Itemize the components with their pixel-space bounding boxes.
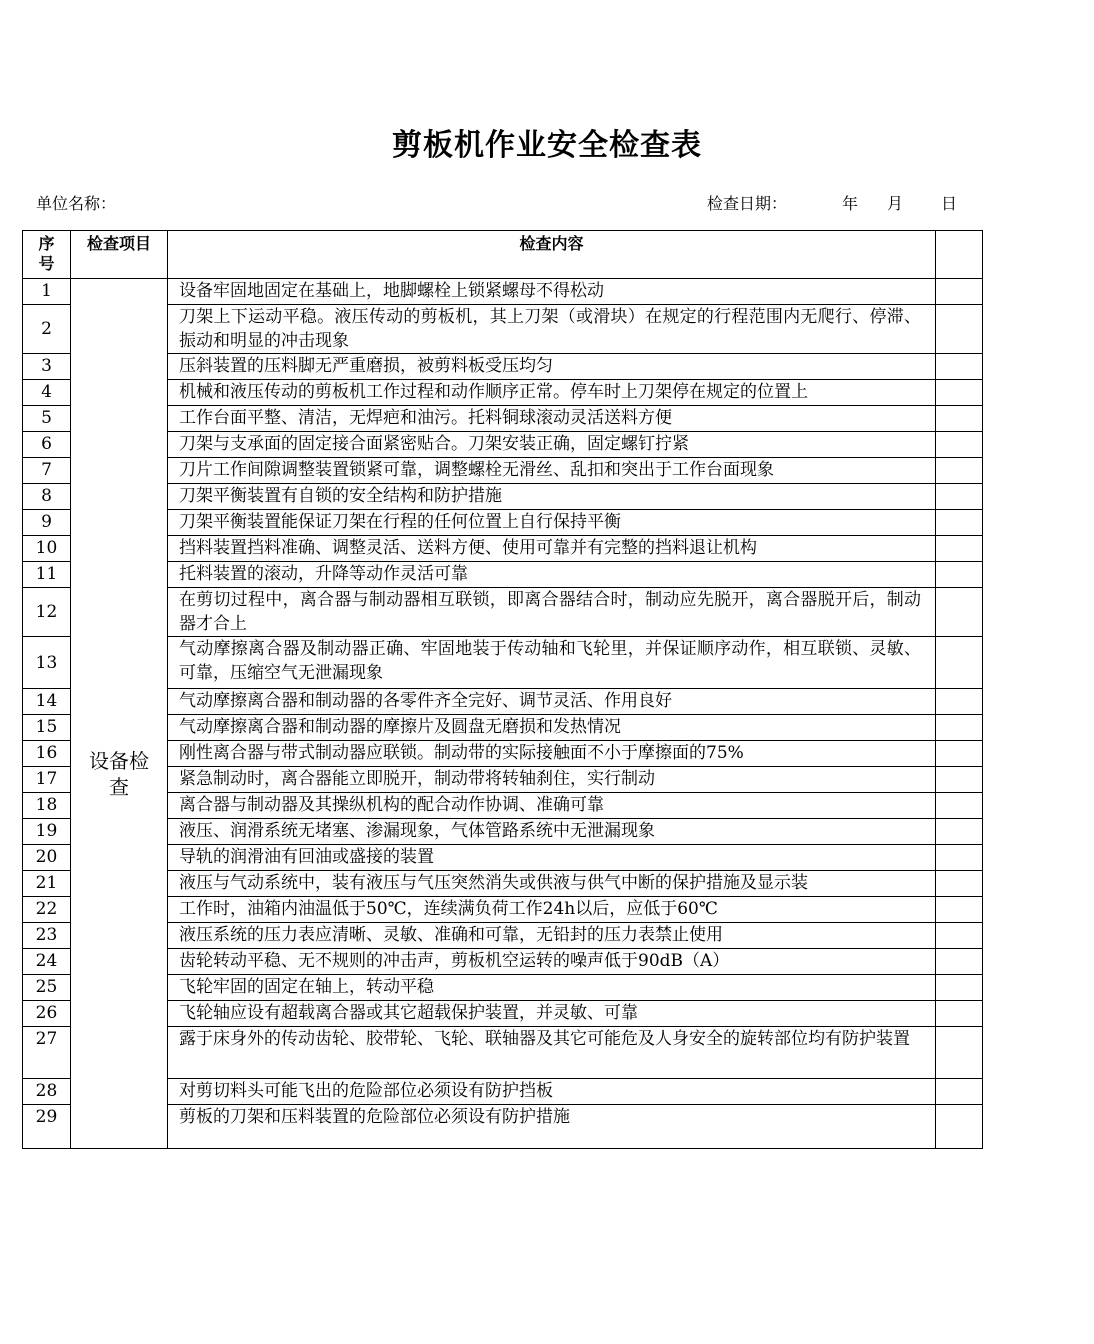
row-result-cell	[936, 949, 983, 975]
row-content: 飞轮牢固的固定在轴上，转动平稳	[168, 975, 936, 1001]
row-result-cell	[936, 354, 983, 380]
row-result-cell	[936, 458, 983, 484]
row-content: 气动摩擦离合器及制动器正确、牢固地装于传动轴和飞轮里，并保证顺序动作，相互联锁、灵敏、可靠，压缩空气无泄漏现象	[168, 637, 936, 689]
row-result-cell	[936, 279, 983, 305]
row-result-cell	[936, 588, 983, 637]
row-content: 托料装置的滚动，升降等动作灵活可靠	[168, 562, 936, 588]
table-row	[23, 279, 983, 305]
row-result-cell	[936, 562, 983, 588]
row-content: 刚性离合器与带式制动器应联锁。制动带的实际接触面不小于摩擦面的75%	[168, 741, 936, 767]
row-seq: 7	[23, 458, 71, 484]
row-result-cell	[936, 484, 983, 510]
row-result-cell	[936, 510, 983, 536]
row-content: 挡料装置挡料准确、调整灵活、送料方便、使用可靠并有完整的挡料退让机构	[168, 536, 936, 562]
row-content: 对剪切料头可能飞出的危险部位必须设有防护挡板	[168, 1079, 936, 1105]
row-seq: 23	[23, 923, 71, 949]
row-result-cell	[936, 1079, 983, 1105]
page-title: 剪板机作业安全检查表	[392, 128, 702, 163]
row-result-cell	[936, 871, 983, 897]
row-result-cell	[936, 923, 983, 949]
row-content: 液压与气动系统中，装有液压与气压突然消失或供液与供气中断的保护措施及显示装	[168, 871, 936, 897]
row-seq: 9	[23, 510, 71, 536]
row-seq: 5	[23, 406, 71, 432]
row-result-cell	[936, 767, 983, 793]
row-seq: 1	[23, 279, 71, 305]
row-result-cell	[936, 715, 983, 741]
row-seq: 11	[23, 562, 71, 588]
row-content: 设备牢固地固定在基础上，地脚螺栓上锁紧螺母不得松动	[168, 279, 936, 305]
row-result-cell	[936, 741, 983, 767]
row-content: 露于床身外的传动齿轮、胶带轮、飞轮、联轴器及其它可能危及人身安全的旋转部位均有防护装置	[168, 1027, 936, 1079]
row-seq: 22	[23, 897, 71, 923]
row-seq: 15	[23, 715, 71, 741]
row-content: 工作时，油箱内油温低于50℃，连续满负荷工作24h以后，应低于60℃	[168, 897, 936, 923]
row-seq: 4	[23, 380, 71, 406]
unit-name-label: 单位名称：	[36, 194, 117, 213]
row-seq: 29	[23, 1105, 71, 1149]
row-content: 工作台面平整、清洁，无焊疤和油污。托料铜球滚动灵活送料方便	[168, 406, 936, 432]
row-content: 压斜装置的压料脚无严重磨损，被剪料板受压均匀	[168, 354, 936, 380]
column-header-extra	[936, 231, 983, 279]
inspection-table	[22, 230, 983, 1149]
row-seq: 16	[23, 741, 71, 767]
row-seq: 20	[23, 845, 71, 871]
check-date-label: 检查日期：	[707, 194, 788, 213]
date-year-label: 年	[842, 194, 859, 213]
row-seq: 18	[23, 793, 71, 819]
table-header-row	[23, 231, 983, 279]
row-content: 气动摩擦离合器和制动器的摩擦片及圆盘无磨损和发热情况	[168, 715, 936, 741]
row-result-cell	[936, 897, 983, 923]
row-seq: 27	[23, 1027, 71, 1079]
row-content: 刀架与支承面的固定接合面紧密贴合。刀架安装正确，固定螺钉拧紧	[168, 432, 936, 458]
row-result-cell	[936, 819, 983, 845]
row-seq: 21	[23, 871, 71, 897]
row-content: 剪板的刀架和压料装置的危险部位必须设有防护措施	[168, 1105, 936, 1149]
row-seq: 28	[23, 1079, 71, 1105]
row-seq: 14	[23, 689, 71, 715]
row-result-cell	[936, 536, 983, 562]
row-result-cell	[936, 793, 983, 819]
row-result-cell	[936, 432, 983, 458]
row-content: 飞轮轴应设有超载离合器或其它超载保护装置，并灵敏、可靠	[168, 1001, 936, 1027]
row-content: 刀片工作间隙调整装置锁紧可靠，调整螺栓无滑丝、乱扣和突出于工作台面现象	[168, 458, 936, 484]
date-month-label: 月	[887, 194, 904, 213]
date-day-label: 日	[941, 194, 958, 213]
row-seq: 19	[23, 819, 71, 845]
row-seq: 24	[23, 949, 71, 975]
row-result-cell	[936, 637, 983, 689]
table-body	[23, 279, 983, 1149]
row-seq: 6	[23, 432, 71, 458]
row-result-cell	[936, 1001, 983, 1027]
row-seq: 17	[23, 767, 71, 793]
item-group-equipment-check: 设备检查	[71, 279, 168, 1149]
row-content: 机械和液压传动的剪板机工作过程和动作顺序正常。停车时上刀架停在规定的位置上	[168, 380, 936, 406]
row-seq: 2	[23, 305, 71, 354]
row-seq: 10	[23, 536, 71, 562]
row-result-cell	[936, 1027, 983, 1079]
row-seq: 12	[23, 588, 71, 637]
row-result-cell	[936, 1105, 983, 1149]
row-content: 齿轮转动平稳、无不规则的冲击声，剪板机空运转的噪声低于90dB（A）	[168, 949, 936, 975]
row-result-cell	[936, 689, 983, 715]
column-header-item: 检查项目	[71, 231, 168, 279]
row-seq: 25	[23, 975, 71, 1001]
row-content: 紧急制动时，离合器能立即脱开，制动带将转轴刹住，实行制动	[168, 767, 936, 793]
column-header-content: 检查内容	[168, 231, 936, 279]
row-content: 刀架平衡装置能保证刀架在行程的任何位置上自行保持平衡	[168, 510, 936, 536]
row-seq: 3	[23, 354, 71, 380]
row-content: 导轨的润滑油有回油或盛接的装置	[168, 845, 936, 871]
row-content: 在剪切过程中，离合器与制动器相互联锁，即离合器结合时，制动应先脱开，离合器脱开后，制动器才合上	[168, 588, 936, 637]
row-result-cell	[936, 406, 983, 432]
column-header-seq: 序号	[23, 231, 71, 279]
row-content: 气动摩擦离合器和制动器的各零件齐全完好、调节灵活、作用良好	[168, 689, 936, 715]
row-content: 离合器与制动器及其操纵机构的配合动作协调、准确可靠	[168, 793, 936, 819]
row-result-cell	[936, 975, 983, 1001]
row-content: 液压、润滑系统无堵塞、渗漏现象，气体管路系统中无泄漏现象	[168, 819, 936, 845]
row-result-cell	[936, 845, 983, 871]
row-content: 刀架上下运动平稳。液压传动的剪板机，其上刀架（或滑块）在规定的行程范围内无爬行、停滞、振动和明显的冲击现象	[168, 305, 936, 354]
row-result-cell	[936, 305, 983, 354]
row-result-cell	[936, 380, 983, 406]
row-seq: 26	[23, 1001, 71, 1027]
row-content: 液压系统的压力表应清晰、灵敏、准确和可靠，无铅封的压力表禁止使用	[168, 923, 936, 949]
row-seq: 8	[23, 484, 71, 510]
row-content: 刀架平衡装置有自锁的安全结构和防护措施	[168, 484, 936, 510]
row-seq: 13	[23, 637, 71, 689]
